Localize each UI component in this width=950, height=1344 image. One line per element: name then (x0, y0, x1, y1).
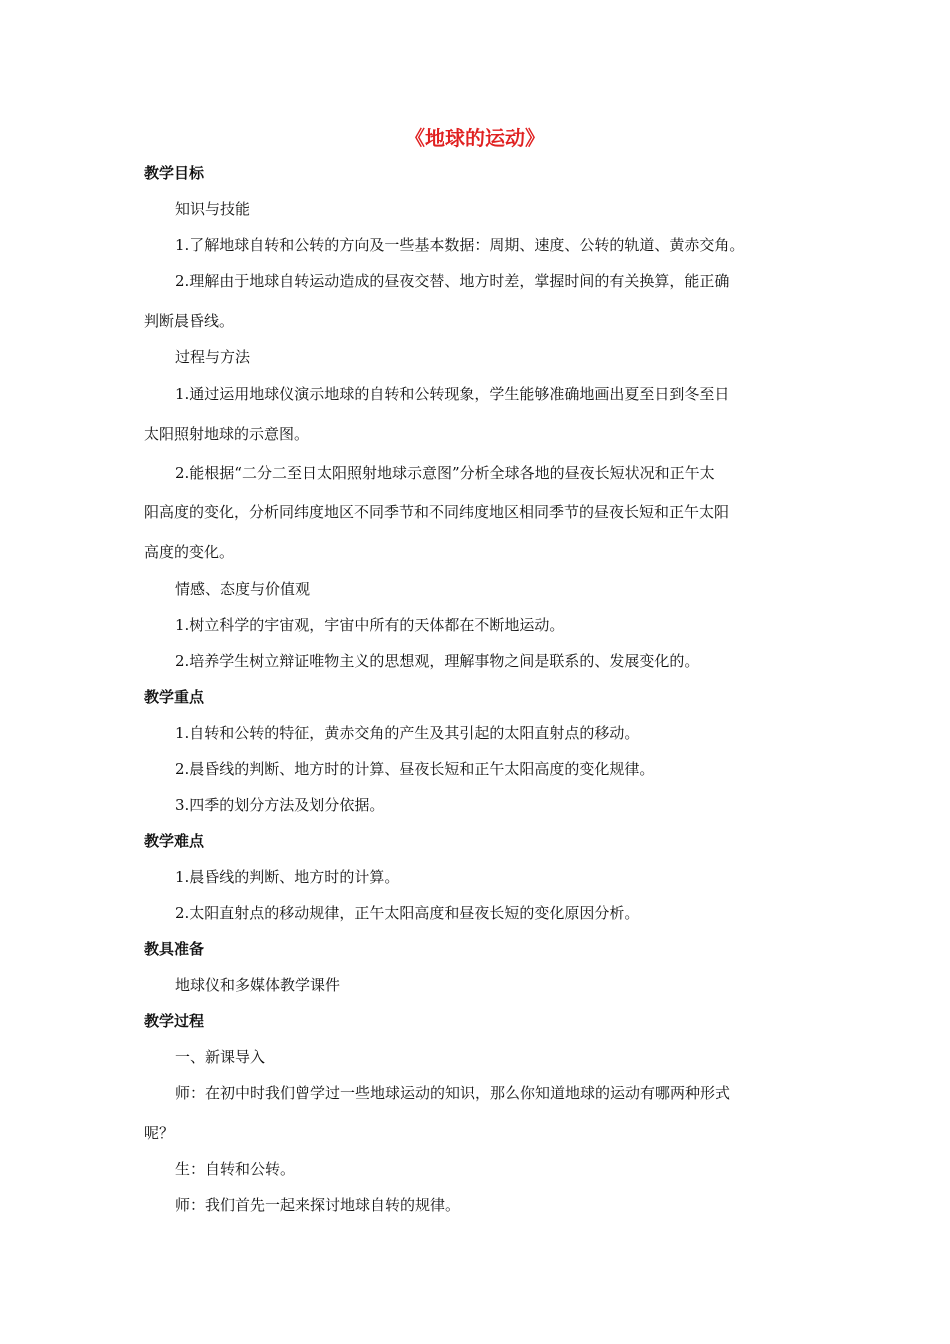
section-heading-key-points: 教学重点 (144, 688, 205, 706)
paragraph-line: 2.能根据“二分二至日太阳照射地球示意图”分析全球各地的昼夜长短状况和正午太 (175, 464, 715, 482)
paragraph-line: 2.理解由于地球自转运动造成的昼夜交替、地方时差，掌握时间的有关换算，能正确 (175, 272, 730, 290)
paragraph-line: 太阳照射地球的示意图。 (144, 425, 310, 443)
paragraph-line: 地球仪和多媒体教学课件 (175, 976, 341, 994)
paragraph-line: 呢？ (144, 1124, 175, 1142)
section-heading-process: 教学过程 (144, 1012, 205, 1030)
paragraph-line: 高度的变化。 (144, 543, 235, 561)
section-heading-objectives: 教学目标 (144, 164, 205, 182)
section-heading-materials: 教具准备 (144, 940, 205, 958)
paragraph-line: 1.了解地球自转和公转的方向及一些基本数据：周期、速度、公转的轨道、黄赤交角。 (175, 236, 745, 254)
section-heading-difficulties: 教学难点 (144, 832, 205, 850)
list-item: 2.太阳直射点的移动规律，正午太阳高度和昼夜长短的变化原因分析。 (175, 904, 640, 922)
list-item: 1.自转和公转的特征，黄赤交角的产生及其引起的太阳直射点的移动。 (175, 724, 640, 742)
list-item: 3.四季的划分方法及划分依据。 (175, 796, 385, 814)
subheading-emotion: 情感、态度与价值观 (175, 580, 311, 598)
paragraph-line: 师：在初中时我们曾学过一些地球运动的知识，那么你知道地球的运动有哪两种形式 (175, 1084, 731, 1102)
subheading-knowledge: 知识与技能 (175, 200, 251, 218)
list-item: 1.晨昏线的判断、地方时的计算。 (175, 868, 400, 886)
paragraph-line: 生：自转和公转。 (175, 1160, 296, 1178)
paragraph-line: 2.培养学生树立辩证唯物主义的思想观，理解事物之间是联系的、发展变化的。 (175, 652, 700, 670)
paragraph-line: 判断晨昏线。 (144, 312, 235, 330)
document-title: 《地球的运动》 (405, 126, 545, 150)
subheading-intro: 一、新课导入 (175, 1048, 266, 1066)
subheading-process-method: 过程与方法 (175, 348, 251, 366)
paragraph-line: 1.树立科学的宇宙观，宇宙中所有的天体都在不断地运动。 (175, 616, 565, 634)
paragraph-line: 1.通过运用地球仪演示地球的自转和公转现象，学生能够准确地画出夏至日到冬至日 (175, 385, 730, 403)
paragraph-line: 师：我们首先一起来探讨地球自转的规律。 (175, 1196, 461, 1214)
list-item: 2.晨昏线的判断、地方时的计算、昼夜长短和正午太阳高度的变化规律。 (175, 760, 655, 778)
paragraph-line: 阳高度的变化，分析同纬度地区不同季节和不同纬度地区相同季节的昼夜长短和正午太阳 (144, 503, 730, 521)
